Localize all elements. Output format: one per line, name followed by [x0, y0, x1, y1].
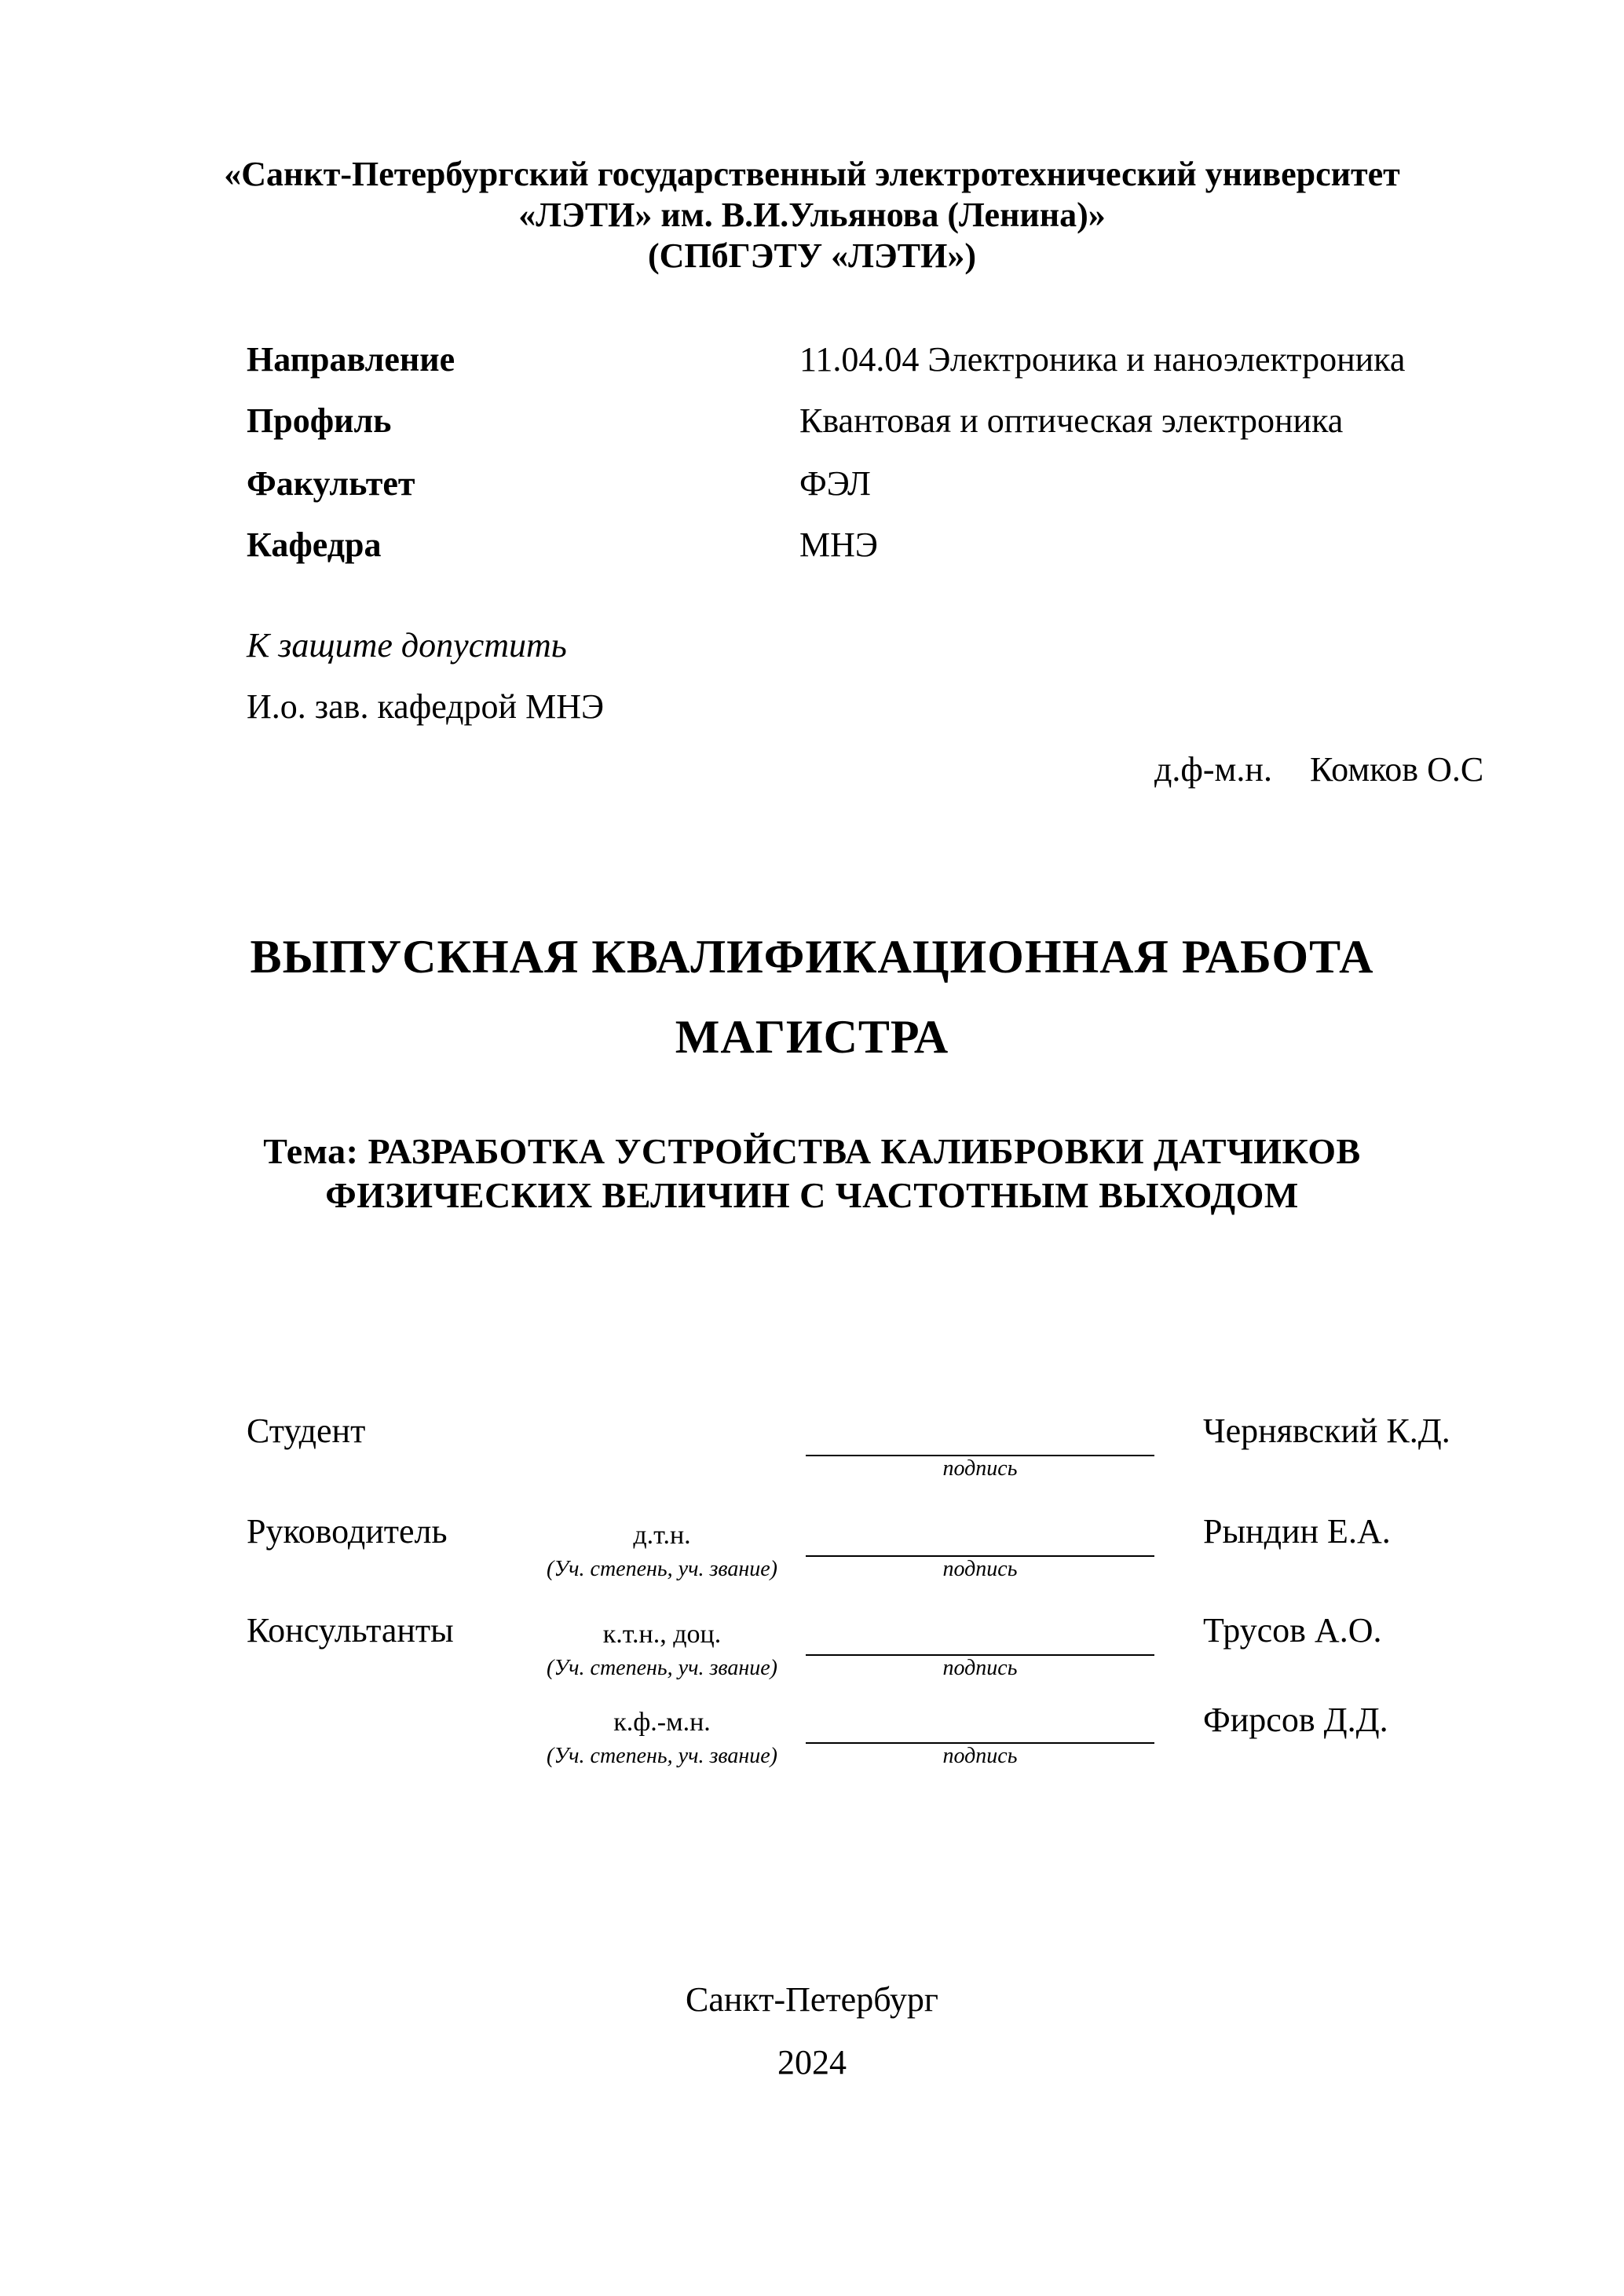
supervisor-name: Рындин Е.А.	[1203, 1512, 1391, 1551]
document-title-line2: МАГИСТРА	[675, 1011, 949, 1063]
profile-value: Квантовая и оптическая электроника	[799, 401, 1344, 440]
supervisor-signature-caption: подпись	[942, 1557, 1018, 1581]
university-name-line2: «ЛЭТИ» им. В.И.Ульянова (Ленина)»	[518, 196, 1106, 234]
student-name: Чернявский К.Д.	[1203, 1412, 1450, 1450]
consultant1-signature-caption: подпись	[942, 1656, 1018, 1680]
head-name: Комков О.С	[1310, 750, 1484, 789]
department-label: Кафедра	[247, 525, 382, 564]
direction-value: 11.04.04 Электроника и наноэлектроника	[799, 340, 1406, 379]
student-signature-caption: подпись	[942, 1456, 1018, 1481]
department-value: МНЭ	[799, 525, 878, 564]
faculty-label: Факультет	[247, 464, 415, 503]
consultant2-rank: к.ф.-м.н.	[613, 1708, 711, 1737]
consultant2-signature-caption: подпись	[942, 1744, 1018, 1768]
consultant2-name: Фирсов Д.Д.	[1203, 1701, 1388, 1739]
supervisor-role: Руководитель	[247, 1512, 448, 1551]
city: Санкт-Петербург	[686, 1980, 938, 2019]
document-title-line1: ВЫПУСКНАЯ КВАЛИФИКАЦИОННАЯ РАБОТА	[250, 931, 1374, 983]
direction-label: Направление	[247, 340, 455, 379]
admit-to-defense: К защите допустить	[247, 626, 567, 665]
university-name-line1: «Санкт-Петербургский государственный электротехнический университет	[224, 155, 1400, 193]
year: 2024	[777, 2043, 847, 2082]
head-of-department-position: И.о. зав. кафедрой МНЭ	[247, 687, 605, 726]
consultants-role: Консультанты	[247, 1611, 454, 1650]
consultant2-rank-caption: (Уч. степень, уч. звание)	[547, 1744, 777, 1768]
consultant1-rank: к.т.н., доц.	[602, 1620, 722, 1649]
consultant1-name: Трусов А.О.	[1203, 1611, 1382, 1650]
topic-line1: Тема: РАЗРАБОТКА УСТРОЙСТВА КАЛИБРОВКИ ДАТЧИКОВ	[263, 1131, 1361, 1171]
head-degree: д.ф-м.н.	[1154, 750, 1272, 789]
profile-label: Профиль	[247, 401, 392, 440]
student-role: Студент	[247, 1412, 366, 1450]
supervisor-rank-caption: (Уч. степень, уч. звание)	[547, 1557, 777, 1581]
faculty-value: ФЭЛ	[799, 464, 871, 503]
university-abbreviation: (СПбГЭТУ «ЛЭТИ»)	[648, 236, 976, 275]
supervisor-rank: д.т.н.	[633, 1521, 691, 1550]
consultant1-rank-caption: (Уч. степень, уч. звание)	[547, 1656, 777, 1680]
topic-line2: ФИЗИЧЕСКИХ ВЕЛИЧИН С ЧАСТОТНЫМ ВЫХОДОМ	[325, 1175, 1299, 1215]
